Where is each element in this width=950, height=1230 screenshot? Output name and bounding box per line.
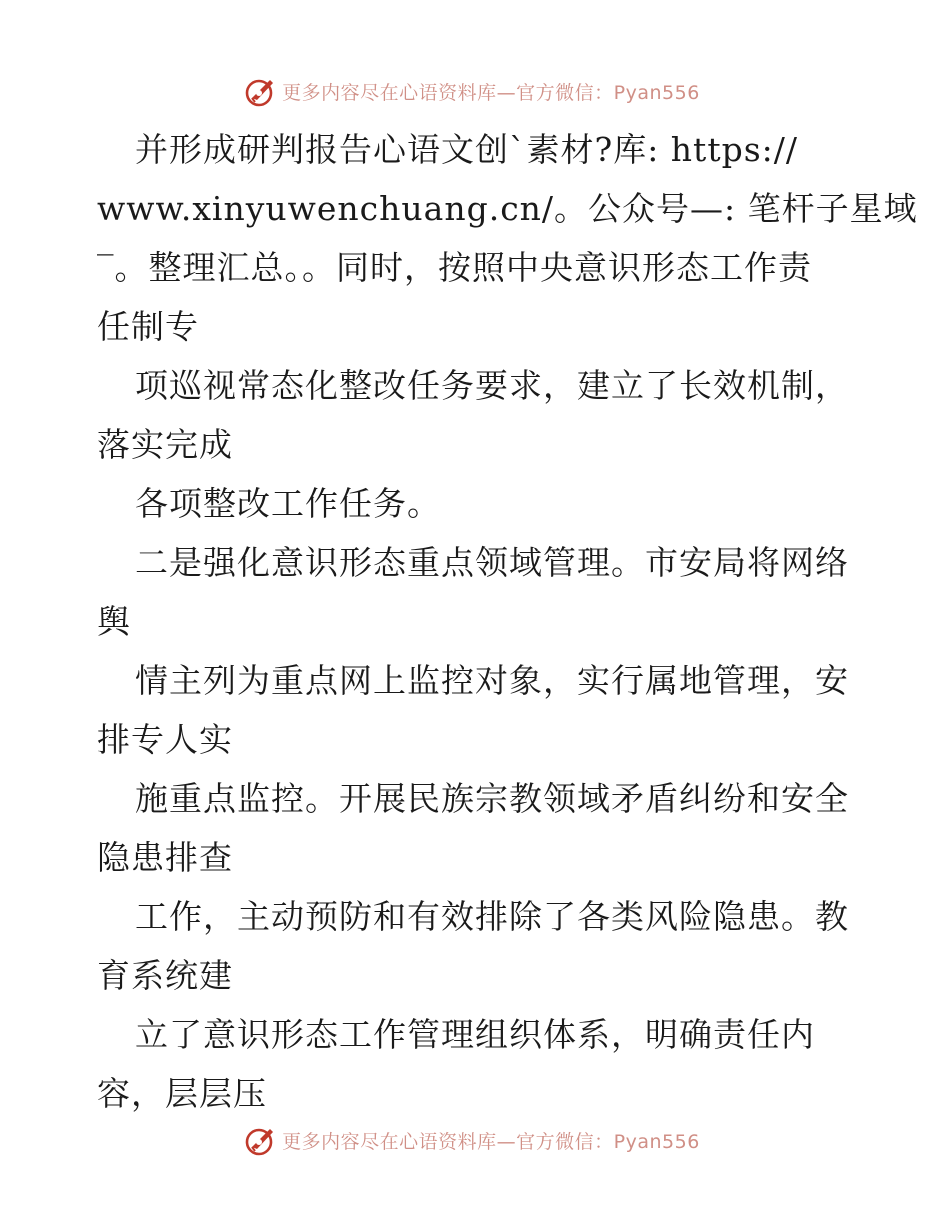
text-line: 容，层层压	[97, 1074, 267, 1113]
text-line: 各项整改工作任务。	[135, 484, 441, 523]
text-line: 隐患排查	[97, 838, 233, 877]
quill-logo-icon	[244, 1123, 278, 1157]
text-line: 落实完成	[97, 425, 233, 464]
header-banner	[0, 71, 950, 111]
text-line: 工作，主动预防和有效排除了各类风险隐患。教	[135, 897, 849, 936]
text-line: 立了意识形态工作管理组织体系，明确责任内	[135, 1015, 815, 1054]
document-body	[97, 120, 918, 1123]
quill-logo-icon	[244, 74, 278, 108]
text-line: 舆	[97, 602, 131, 641]
text-line: ‾。整理汇总。。同时，按照中央意识形态工作责	[97, 248, 812, 287]
text-line: 并形成研判报告心语文创`素材?库: https://	[135, 130, 798, 169]
text-line: 二是强化意识形态重点领域管理。市安局将网络	[135, 543, 849, 582]
footer-banner	[0, 1120, 950, 1160]
text-line: 任制专	[97, 307, 199, 346]
text-line: 育系统建	[97, 956, 233, 995]
text-line: 施重点监控。开展民族宗教领域矛盾纠纷和安全	[135, 779, 849, 818]
text-line: 项巡视常态化整改任务要求，建立了长效机制，	[135, 366, 849, 405]
text-line: www.xinyuwenchuang.cn/。公众号—: 笔杆子星域	[97, 189, 918, 228]
banner-text: 更多内容尽在心语资料库—官方微信：Pyan556	[282, 1130, 700, 1153]
text-line: 排专人实	[97, 720, 233, 759]
banner-text: 更多内容尽在心语资料库—官方微信：Pyan556	[282, 81, 700, 104]
text-line: 情主列为重点网上监控对象，实行属地管理，安	[135, 661, 849, 700]
